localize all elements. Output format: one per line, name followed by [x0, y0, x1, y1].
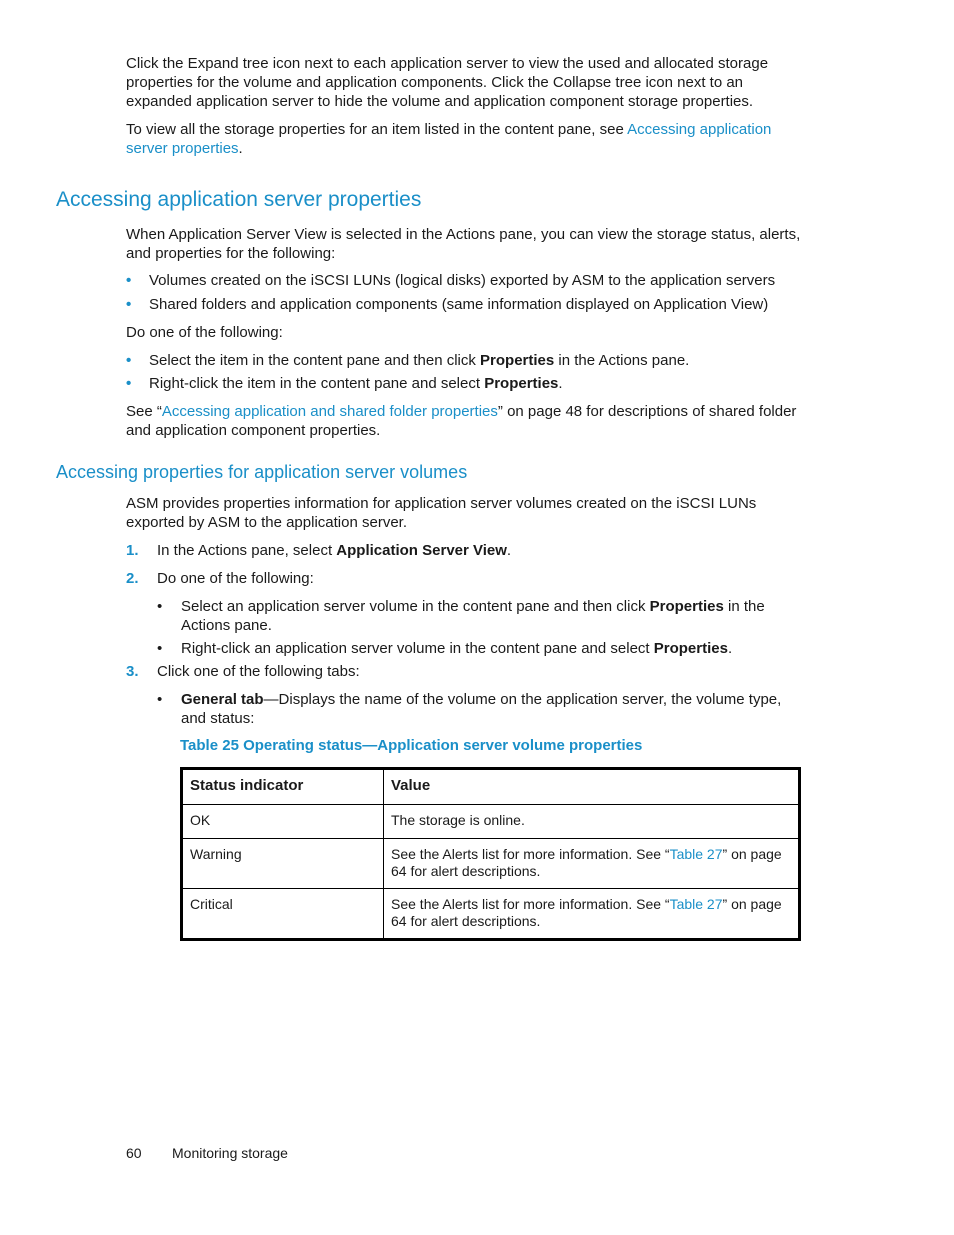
link-app-shared-folder-properties[interactable]: Accessing application and shared folder properties — [161, 403, 498, 420]
footer-section-title: Monitoring storage — [172, 1145, 288, 1161]
see-reference-paragraph: See “Accessing application and shared folder properties” on page 48 for descriptions of shared folder and application component properties. — [126, 403, 797, 439]
value-cell: See the Alerts list for more information. See “Table 27” on page 64 for alert descriptions. — [384, 839, 800, 889]
page-number: 60 — [126, 1145, 142, 1161]
document-page: Click the Expand tree icon next to each application server to view the used and allocated storage properties for the volume and application components. Click the Collapse tree icon next to an expanded application server to hide the volume and application component storage properties. To view all the storage properties for an item listed in the content pane, see Accessing application server properties. Accessing application server properties When Application Server View is selected in the Actions pane, you can view the storage status, alerts, and properties for the following: • Volumes created on the iSCSI LUNs (logical disks) exported by ASM to the application servers • Shared folders and application components (same information displayed on Application View) Do one of the following: • Select the item in the content pane and then click Properties in the Actions pane. • Right-click the item in the content pane and select Properties. See “Accessing application and shared folder properties” on page 48 for descriptions of shared folder and application component properties. Accessing properties for application server volumes ASM provides properties information for application server volumes created on the iSCSI LUNs exported by ASM to the application server. 1. In the Actions pane, select Application Server View. 2. Do one of the following: • Select an application server volume in the content pane and then click Properties in the Actions pane. • Right-click an application server volume in the content pane and select Properties. 3. Click one of the following tabs: • General tab—Displays the name of the volume on the application server, the volume type, and status: Table 25 Operating status—Application server volume properties Status indicator Value OK The storage is online. Warning See the Alerts list for more information. See “Table 27” on page 64 for alert descriptions. Critical See the Alerts list for more information. See “Table 27” on page 64 for alert descriptions. 60 Monitoring storage — [0, 0, 954, 1235]
page-footer — [126, 1145, 288, 1161]
section2-intro: ASM provides properties information for application server volumes created on the iSCSI LUNs exported by ASM to the application server. — [126, 495, 757, 531]
status-cell: Warning — [182, 839, 384, 889]
bullet-icon: • — [126, 375, 132, 392]
column-header: Status indicator — [182, 769, 384, 805]
section-heading-app-server-volumes: Accessing properties for application server volumes — [56, 462, 468, 482]
do-one-text: Do one of the following: — [126, 324, 283, 341]
table-caption: Table 25 Operating status—Application server volume properties — [180, 737, 643, 754]
table-row — [182, 889, 800, 940]
bullet-icon: • — [157, 691, 163, 708]
intro-paragraph-1: Click the Expand tree icon next to each application server to view the used and allocated storage properties for the volume and application components. Click the Collapse tree icon next to an expanded application server to hide the volume and application component storage properties. — [126, 55, 769, 110]
value-cell: See the Alerts list for more information. See “Table 27” on page 64 for alert descriptions. — [384, 889, 800, 940]
table-row — [182, 805, 800, 839]
column-header: Value — [384, 769, 800, 805]
link-table-27[interactable]: Table 27 — [669, 846, 723, 862]
table-header-row — [182, 769, 800, 805]
intro-paragraph-2: To view all the storage properties for an item listed in the content pane, see Accessing application server properties. — [126, 121, 772, 157]
table-row — [182, 839, 800, 889]
link-table-27[interactable]: Table 27 — [669, 896, 723, 912]
status-cell: Critical — [182, 889, 384, 940]
status-cell: OK — [182, 805, 384, 839]
bullet-icon: • — [126, 272, 132, 289]
status-table — [180, 767, 801, 941]
link-accessing-application-server-properties[interactable]: Accessing application server properties — [126, 121, 772, 157]
bullet-icon: • — [126, 352, 132, 369]
value-cell: The storage is online. — [384, 805, 800, 839]
section-heading-app-server-properties: Accessing application server properties — [56, 188, 422, 211]
section1-intro: When Application Server View is selected in the Actions pane, you can view the storage status, alerts, and properties for the following: — [126, 226, 801, 262]
bullet-icon: • — [157, 640, 163, 657]
bullet-icon: • — [126, 296, 132, 313]
bullet-icon: • — [157, 598, 163, 615]
